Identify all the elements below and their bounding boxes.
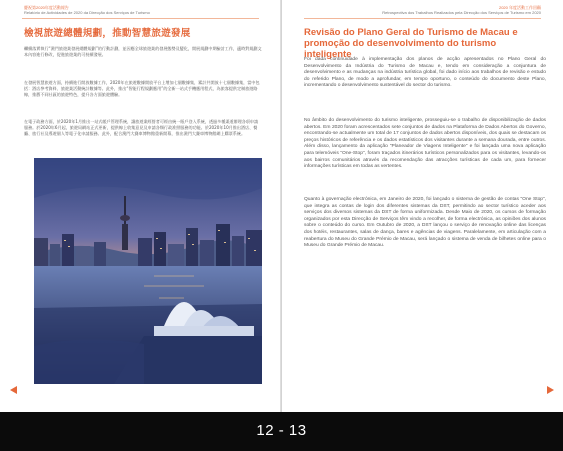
triangle-right-icon[interactable] xyxy=(547,386,554,394)
left-page-header xyxy=(24,5,150,15)
right-header-chinese: 2020 年度活動工作回顧 xyxy=(498,5,541,10)
right-page-title: Revisão do Plano Geral do Turismo de Macau e promoção do desenvolvimento do turismo inteligente xyxy=(304,27,518,60)
macau-skyline-photo xyxy=(34,158,262,384)
triangle-left-icon[interactable] xyxy=(10,386,17,394)
left-paragraph-1: 繼續落實執行“澳門旅遊業發展總體規劃”的行動計劃，並因應全球旅遊業的發展態勢及變化，開展規劃中期檢討工作，適時對規劃文本內容進行修改，促進旅遊業的可持續發展。 xyxy=(24,46,262,58)
page-indicator: 12 - 13 xyxy=(256,422,307,439)
viewer-footer xyxy=(0,412,563,451)
right-header-portuguese: Retrospectiva dos Trabalhos Realizados pela Direcção dos Serviços de Turismo em 2020 xyxy=(382,10,541,15)
left-header-chinese: 慶祝第2020年度活動報告 xyxy=(24,5,69,10)
left-page xyxy=(0,0,281,412)
left-header-rule xyxy=(22,18,259,19)
right-paragraph-3: Quanto à governação electrónica, em Janeiro de 2020, foi lançado o sistema de gestão de contas “One Stop”, que integra as contas de login dos diferentes sistemas da DST, permitindo ao sector turístico aceder aos serviços dos diversos sistemas da DST de forma uniformizada. Desde Maio de 2020, os cursos de formação organizados por esta Direcção de Serviços têm vindo a recolher, de forma electrónica, as opiniões dos alunos sobre o conteúdo do curso. Em Outubro de 2020, a DST lançou o serviço de renovação online das licenças dos hotéis, restaurantes, salas de dança, bares e agências de viagens. Paralelamente, em articulação com a reabertura do Museu do Grande Prémio de Macau, será lançado o sistema de venda de bilhetes online para o Museu do Grande Prémio de Macau. xyxy=(304,197,546,249)
right-page xyxy=(282,0,563,412)
right-page-header xyxy=(382,5,541,15)
left-paragraph-3: 在電子政務方面，於2020年1月推出一站式帳戶管理系統，讓旅遊業經營者可經由統一賬戶登入系統，透過多種渠道辦理各項申請服務。於2020年6月起，旅遊局網站正式更新，提供線上收集意見及申請各類行政准照服務的功能。於2020年10月推出酒店、餐廳、旅行社及導遊個人等電子化申請服務。此外，配合澳門大賽車博物館重新開幕，推出澳門大賽車博物館網上購票系統。 xyxy=(24,119,259,137)
left-page-title: 檢視旅遊總體規劃，推動智慧旅遊發展 xyxy=(24,28,191,39)
left-header-portuguese: Relatório de Actividades de 2020 da Direcção dos Serviços de Turismo xyxy=(24,10,150,15)
right-paragraph-1: Foi dada continuidade à implementação dos planos de acção apresentados no Plano Geral do Desenvolvimento da Indústria do Turismo de Macau e, tendo em consideração a conjuntura de desenvolvimento e as mudanças na indústria turística global, foi dado início aos trabalhos de revisão e estudo do referido Plano, de modo a aprofundar, em tempo oportuno, o conteúdo do documento deste Plano, incrementando o desenvolvimento sustentável do sector do turismo. xyxy=(304,57,546,89)
left-paragraph-2: 在發展智慧旅遊方面，持續進行開放數據工作，2020年在旅遊數據開放平台上增加七個數據集，累計共開放十七個數據集，當中包括：酒店參考資料、旅遊業活動統計數據等。此外，推出“智能行程規劃應用”的全新一站式手機應用程式，為旅客提供定制旅遊路線，推薦不同社區的旅遊特色，提升各方面旅遊體驗。 xyxy=(24,80,260,98)
right-paragraph-2: No âmbito do desenvolvimento do turismo inteligente, prosseguiu-se o trabalho de disponibilização de dados abertos. Em 2020 foram acrescentados sete conjuntos de dados na Plataforma de Dados Abertos do Governo, encontrando-se actualmente um total de 17 conjuntos de dados abertos disponíveis, dos quais se destacam os preços históricos de referência e os dados estatísticos dos visitantes durante a semana dourada, entre outros. Além disso, lançamento da aplicação “Planeador de Viagens Inteligente” e foi lançada uma nova aplicação para telemóveis “One-Stop”, foram traçados itinerários turísticos personalizados para os visitantes, levando-os aos bairros comunitários através da recomendação das atracções turísticas de cada um, para fornecer informações turísticas em todas as vertentes. xyxy=(304,118,546,170)
right-header-rule xyxy=(304,18,541,19)
